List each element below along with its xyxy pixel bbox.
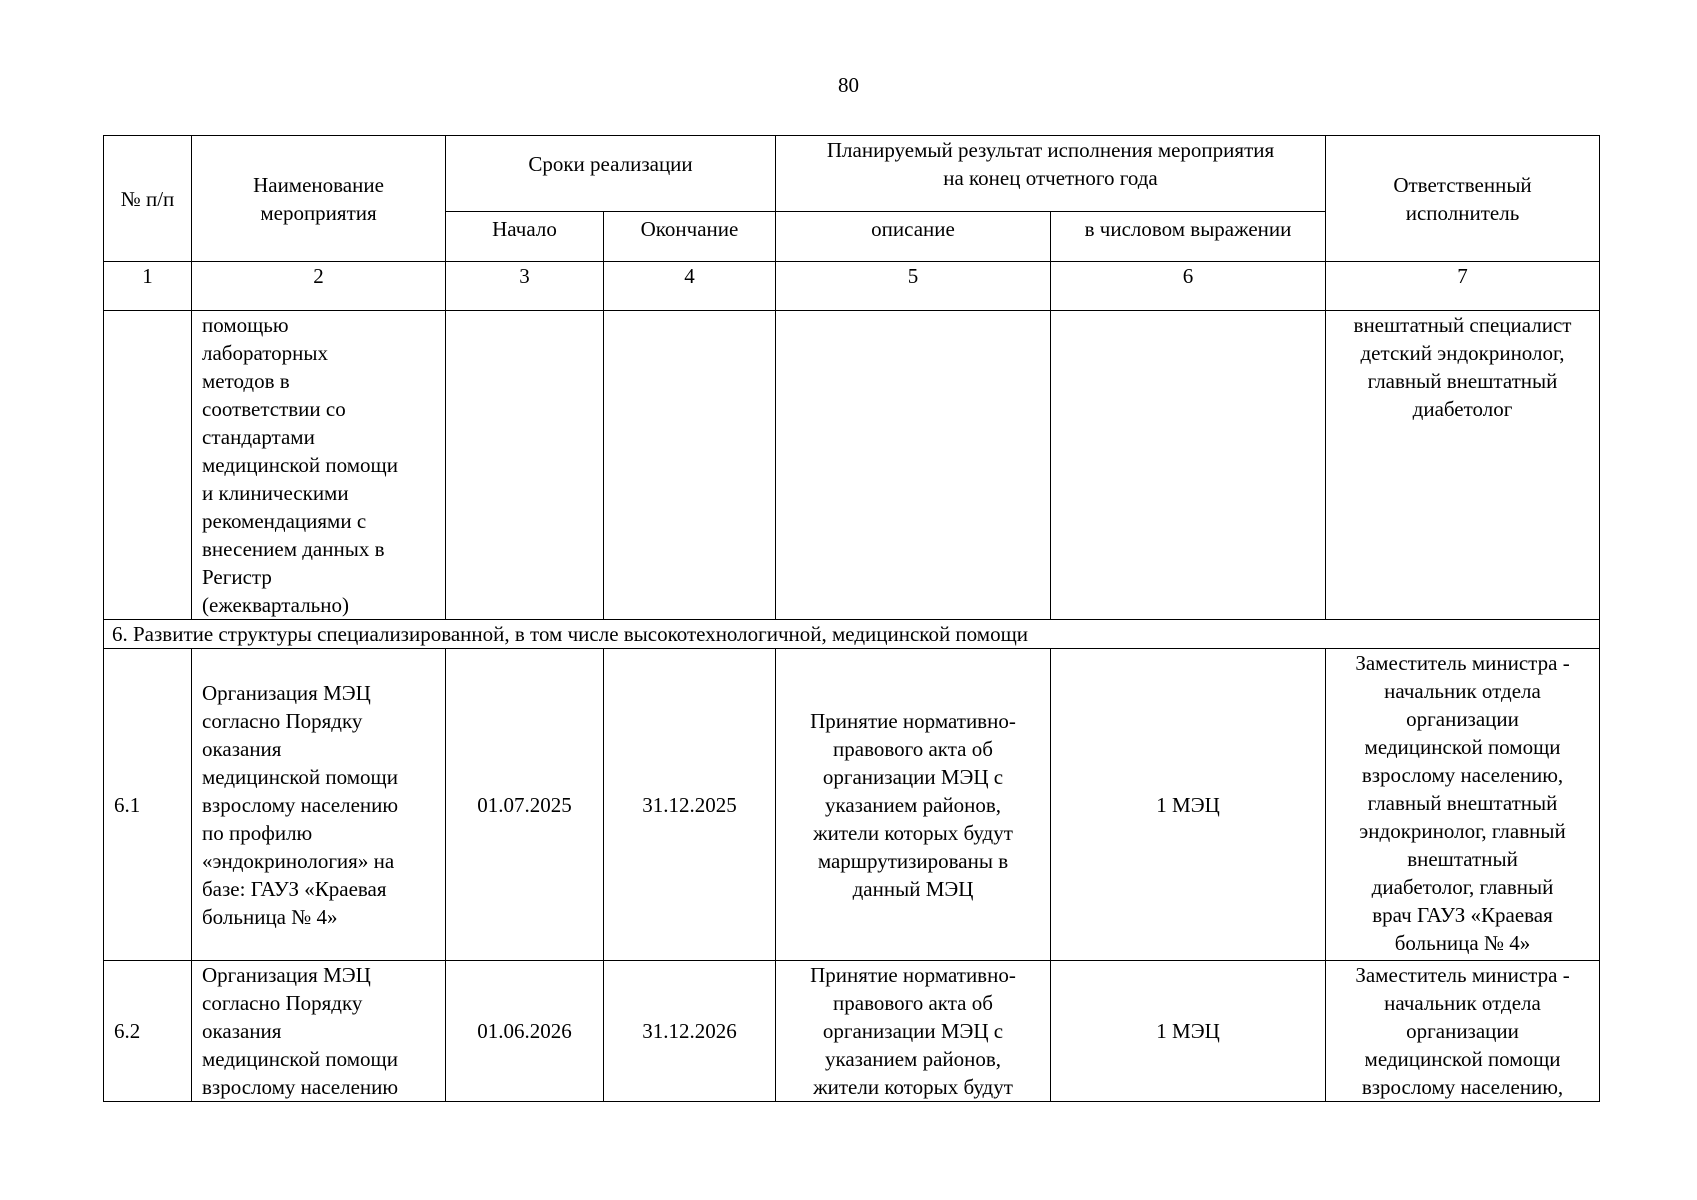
cont-numeric-cell [1051, 311, 1326, 620]
col-number: 4 [604, 262, 776, 311]
row-name: Организация МЭЦ согласно Порядку оказания медицинской помощи взрослому населению [192, 961, 446, 1102]
header-row-1 [104, 136, 1600, 212]
row-description: Принятие нормативно- правового акта об организации МЭЦ с указанием районов, жители которых будут [776, 961, 1051, 1102]
col-number: 7 [1326, 262, 1600, 311]
row-responsible: Заместитель министра - начальник отдела организации медицинской помощи взрослому населению, [1326, 961, 1600, 1102]
col-number: 3 [446, 262, 604, 311]
header-description: описание [776, 212, 1051, 262]
activity-plan-table [103, 135, 1600, 1102]
row-start-date: 01.06.2026 [446, 961, 604, 1102]
header-responsible: Ответственный исполнитель [1326, 136, 1600, 262]
header-end: Окончание [604, 212, 776, 262]
row-end-date: 31.12.2025 [604, 649, 776, 961]
section-title: 6. Развитие структуры специализированной, в том числе высокотехнологичной, медицинской помощи [104, 620, 1600, 649]
col-number: 5 [776, 262, 1051, 311]
table-row [104, 649, 1600, 961]
row-responsible: Заместитель министра - начальник отдела организации медицинской помощи взрослому населению, главный внештатный эндокринолог, главный внештатный диабетолог, главный врач ГАУЗ «Краевая больница № 4» [1326, 649, 1600, 961]
cont-desc-cell [776, 311, 1051, 620]
row-num: 6.1 [104, 649, 192, 961]
row-end-date: 31.12.2026 [604, 961, 776, 1102]
row-name: Организация МЭЦ согласно Порядку оказания медицинской помощи взрослому населению по профилю «эндокринология» на базе: ГАУЗ «Краевая больница № 4» [192, 649, 446, 961]
cont-num-cell [104, 311, 192, 620]
row-num: 6.2 [104, 961, 192, 1102]
cont-start-cell [446, 311, 604, 620]
cont-responsible-cell: внештатный специалист детский эндокринолог, главный внештатный диабетолог [1326, 311, 1600, 620]
continuation-row [104, 311, 1600, 620]
page-number: 80 [838, 73, 859, 97]
header-numeric: в числовом выражении [1051, 212, 1326, 262]
table-row [104, 961, 1600, 1102]
header-num: № п/п [104, 136, 192, 262]
row-description: Принятие нормативно- правового акта об организации МЭЦ с указанием районов, жители которых будут маршрутизированы в данный МЭЦ [776, 649, 1051, 961]
header-result: Планируемый результат исполнения мероприятия на конец отчетного года [776, 136, 1326, 212]
header-name: Наименование мероприятия [192, 136, 446, 262]
col-number: 1 [104, 262, 192, 311]
section-row [104, 620, 1600, 649]
cont-end-cell [604, 311, 776, 620]
col-number: 6 [1051, 262, 1326, 311]
col-number: 2 [192, 262, 446, 311]
row-numeric: 1 МЭЦ [1051, 961, 1326, 1102]
header-start: Начало [446, 212, 604, 262]
row-start-date: 01.07.2025 [446, 649, 604, 961]
cont-name-cell: помощью лабораторных методов в соответствии со стандартами медицинской помощи и клиническими рекомендациями с внесением данных в Регистр (ежеквартально) [192, 311, 446, 620]
header-terms: Сроки реализации [446, 136, 776, 212]
row-numeric: 1 МЭЦ [1051, 649, 1326, 961]
column-numbers-row [104, 262, 1600, 311]
